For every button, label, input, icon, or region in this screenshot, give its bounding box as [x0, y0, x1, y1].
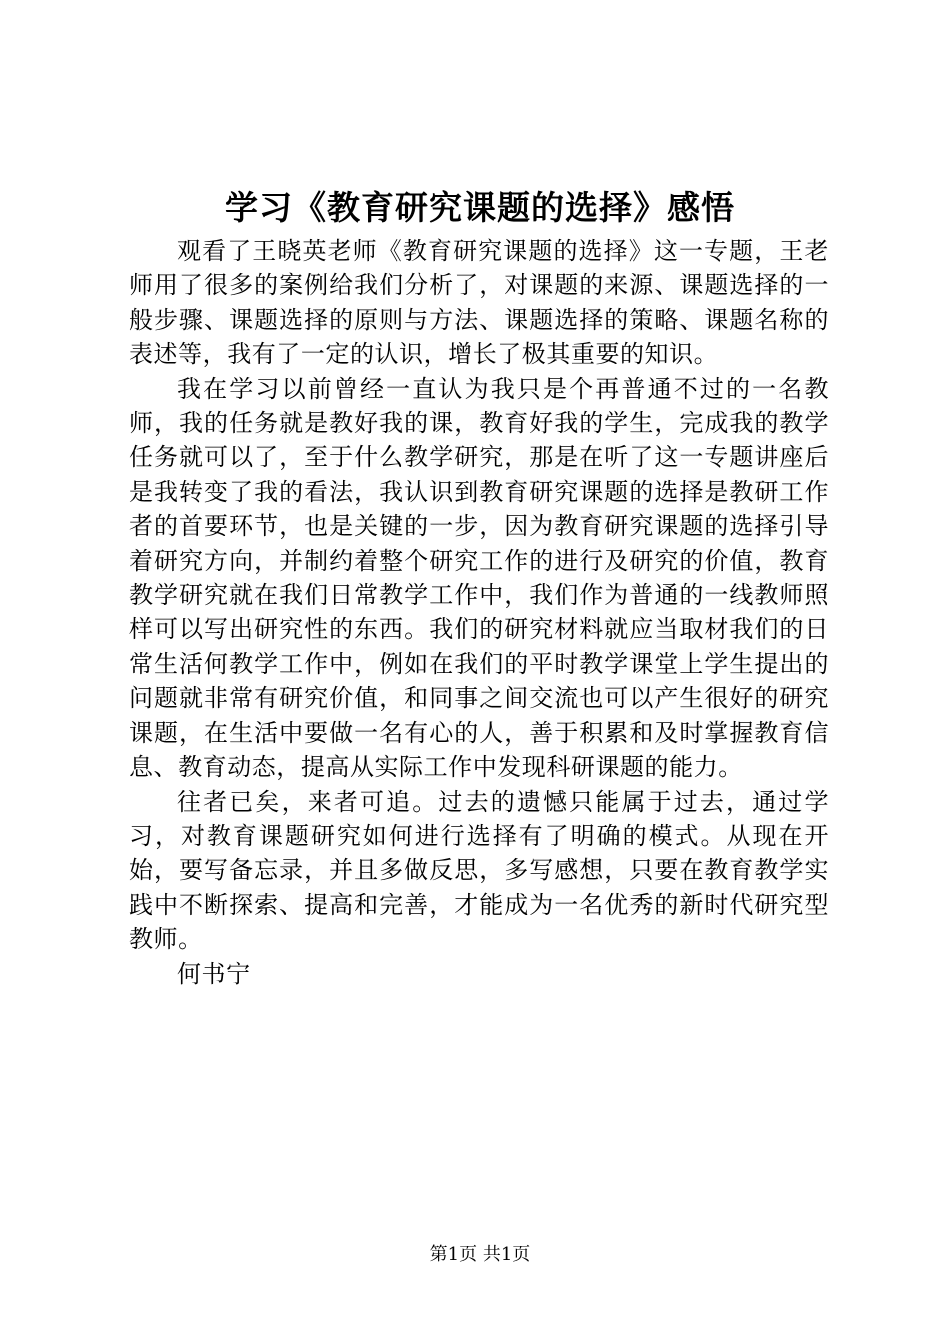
- page-footer: 第1页 共1页: [429, 1244, 531, 1265]
- paragraph-reflection: 我在学习以前曾经一直认为我只是个再普通不过的一名教师，我的任务就是教好我的课，教育好我的学生，完成我的教学任务就可以了，至于什么教学研究，那是在听了这一专题讲座后是我转变了我的看法，我认识到教育研究课题的选择是教研工作者的首要环节，也是关键的一步，因为教育研究课题的选择引导着研究方向，并制约着整个研究工作的进行及研究的价值，教育教学研究就在我们日常教学工作中，我们作为普通的一线教师照样可以写出研究性的东西。我们的研究材料就应当取材我们的日常生活何教学工作中，例如在我们的平时教学课堂上学生提出的问题就非常有研究价值，和同事之间交流也可以产生很好的研究课题，在生活中要做一名有心的人，善于积累和及时掌握教育信息、教育动态，提高从实际工作中发现科研课题的能力。: [129, 374, 829, 782]
- document-title: 学习《教育研究课题的选择》感悟: [225, 188, 735, 227]
- paragraph-intro: 观看了王晓英老师《教育研究课题的选择》这一专题，王老师用了很多的案例给我们分析了，对课题的来源、课题选择的一般步骤、课题选择的原则与方法、课题选择的策略、课题名称的表述等，我有了一定的认识，增长了极其重要的知识。: [129, 237, 829, 369]
- author-signature: 何书宁: [177, 959, 251, 988]
- paragraph-conclusion: 往者已矣，来者可追。过去的遗憾只能属于过去，通过学习，对教育课题研究如何进行选择有了明确的模式。从现在开始，要写备忘录，并且多做反思，多写感想，只要在教育教学实践中不断探索、提高和完善，才能成为一名优秀的新时代研究型教师。: [129, 787, 829, 954]
- document-body: [129, 234, 829, 991]
